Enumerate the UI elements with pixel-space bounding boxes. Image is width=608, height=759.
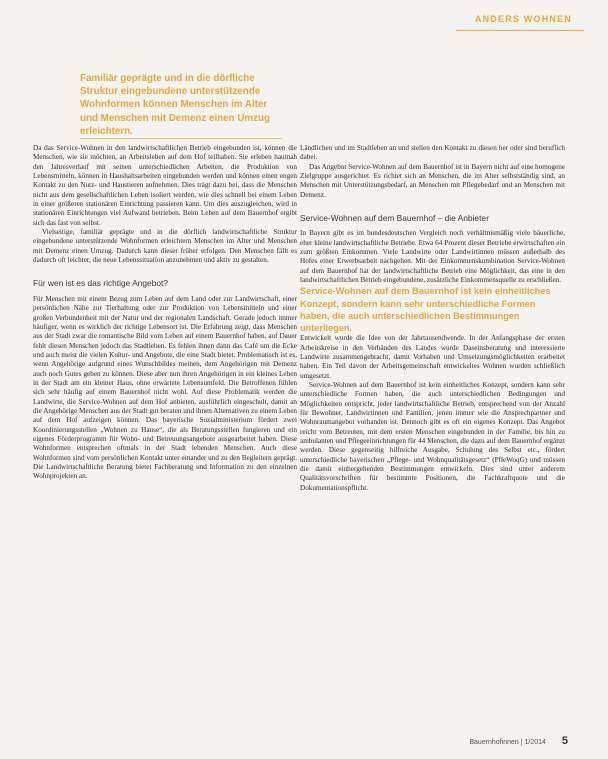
page-footer [469,735,568,747]
lead-divider [80,138,282,139]
page-number: 5 [561,735,568,747]
left-paragraph-2: Vielseitige, familiär geprägte und in die dörflich landwirtschaftliche Struktur eingebundene unterstützende Wohnformen erleichtern Menschen im Alter und Menschen mit Demenz einen Umzug. Dadurch kann dieser früher erfolgen. Den Menschen fällt es dadurch oft leichter, die neue Lebenssituation anzunehmen und aktiv zu gestalten. [33,228,297,265]
left-paragraph-1: Da das Service-Wohnen in den landwirtschaftlichen Betrieb eingebunden ist, können die Menschen, wie sie möchten, an Arbeitsleben auf dem Hof teilhaben. Sie erleben hautnah den Jahresverlauf mit seinen unterschiedlichen Arbeiten, die Produktion von Lebensmitteln, können in Haushaltsarbeiten eingebunden werden und können einen engen Kontakt zu den Nutz- und Haustieren aufnehmen. Dies trägt dazu bei, dass die Menschen nicht aus dem gesellschaftlichen Leben isoliert werden, wie dies schnell bei einem Leben in einer größeren stationären Einrichtung passieren kann. Um dies auszugleichen, wird in stationären Einrichtungen viel Aufwand betrieben. Beim Leben auf dem Bauernhof ergibt sich das fast von selbst. [33,144,297,227]
lead-paragraph: Familiär geprägte und in die dörfliche Struktur eingebundene unterstützende Wohnformen können Menschen im Alter und Menschen mit Demenz einen Umzug erleichtern. [80,73,270,137]
right-paragraph-1: Ländlichen und im Stadtleben an und stellen den Kontakt zu diesen her oder sind beruflich dabei. [300,144,565,162]
left-subheading: Für wen ist es das richtige Angebot? [33,278,169,289]
right-paragraph-4: Entwickelt wurde die Idee von der Jahrtausendwende. In der Anfangsphase der ersten Arbeitskreise in den Verbänden des Landes wurde Daseinsberatung und interessierte Landwirte zusammengebracht, damit Vorhaben und Umsetzungsmöglichkeiten erarbeitet haben. Ein Teil davon der Arbeitsgemeinschaft entwickeltes Wohnen wurden schließlich umgesetzt. [300,334,565,380]
right-paragraph-2: Das Angebot Service-Wohnen auf dem Bauernhof ist in Bayern nicht auf eine homogene Zielgruppe ausgerichtet. Es richtet sich an Menschen, die im Alter selbstständig sind, an Menschen mit Unterstützungsbedarf, an Menschen mit Pflegebedarf und an Menschen mit Demenz. [300,162,565,199]
footer-publication: Bauernhofinnen | 1/2014 [469,739,546,746]
left-paragraph-3: Für Menschen mit einem Bezug zum Leben auf dem Land oder zur Landwirtschaft, einer persönlichen Nähe zur Tierhaltung oder zur Produktion von Lebensmitteln und einer großen Verbundenheit mit der Natur und der regionalen Landschaft. Gerade jedoch immer häufiger, wenn es wirklich der richtige Lebensort ist. Die Erfahrung zeigt, dass Menschen aus der Stadt zwar die romantische Bild vom Leben auf einem Bauernhof haben, auf Dauer fehlt diesen Menschen jedoch das Stadtleben. Es fehlen ihnen dann das Café um die Ecke und auch meist die vielen Kultur- und Angebote, die eine Stadt bietet. Problematisch ist es, wenn Angehörige aufgrund eines Wunschbildes meinen, dem Angehörigen mit Demenz auch noch Gutes geben zu können. Diese aber nun ihren Angehörigen in ein kleines Leben in der Stadt am ein kleiner Haus, ohne erwartete Lebensumfeld. Die Betroffenen fühlen sich sehr häufig auf einem Bauernhof nicht wohl. Auf diese Problematik werden die Landwirte, die Service-Wohnen auf dem Hof anbieten, ausführlich eingeschult, damit an die Angehörige Menschen aus der Stadt gut beraten und ihnen Alternativen zu einem Leben auf dem Hof aufzeigen können. Das bayerische Sozialministerium fördert zwei Koordinierungsstellen „Wohnen zu Hause“, die als Beratungsstellen fungieren und ein eigenes Förderprogramm für Wohn- und Betreuungsangebote ausgearbeitet haben. Diese Wohnformen entsprechen oftmals in der Stadt lebenden Menschen. Auch diese Wohnformen sind vom persönlichen Kontakt unter einander und zu den Begleitern geprägt. Die Landwirtschaftliche Beratung bietet Fachberatung und Information zu den einzelnen Wohnprojekten an. [33,294,297,481]
pull-quote: Service-Wohnen auf dem Bauernhof ist kein einheitliches Konzept, sondern kann sehr unterschiedliche Formen haben, die auch unterschiedlichen Bestimmungen unterliegen. [300,286,551,334]
right-paragraph-3: In Bayern gibt es im bundesdeutschen Vergleich noch verhältnismäßig viele bäuerliche, eher kleine landwirtschaftliche Betriebe. Etwa 64 Prozent dieser Betriebe erwirtschaften ein zum größten Einkommen. Viele Landwirte oder Landwirtinnen müssen außerhalb des Hofes einer Erwerbsarbeit nachgehen. Mit der Einkommenskombination Service-Wohnen auf dem Bauernhof hat der landwirtschaftliche Betrieb eine Möglichkeit, das eine in den landwirtschaftlichen Betrieb eingebundene, zusätzliche Einkommensquelle zu erschließen. [300,229,565,285]
right-paragraph-5: Service-Wohnen auf dem Bauernhof ist kein einheitliches Konzept, sondern kann sehr unterschiedliche Formen haben, die auch unterschiedlichen Bedingungen und Möglichkeiten entspricht, jeder landwirtschaftliche Betrieb, entsprechend von der Anzahl für Bewohner, Landwirtinnen und Familien, jenen immer wie die Ansprechpartner und Wohnraumangebot vorhanden ist. Dennoch gibt es oft ein eigenes Konzept. Das Angebot reicht vom Betreuten, mit dem ersten Menschen eingebunden in der Familie, bis hin zu ambulanten und Pflegeeinrichtungen für 44 Menschen, die dazu auf dem Bauernhof ergänzt werden. Diese gegenseitig hilfreiche Ausgabe, Schulung des Selbst etc., fördert unterschiedliche bayerischen „Pflege- und Wohnqualitätsgesetz“ (PfleWoqG) und müssen die damit einhergehenden Bestimmungen entwickeln. Dies sind unter anderem Qualitätsvorschriften für bestimmte Positionen, die Fachkraftquote und die Dokumentationspflicht. [300,381,565,492]
left-column [33,144,297,482]
right-subheading: Service-Wohnen auf dem Bauernhof – die Anbieter [300,213,489,224]
section-label: ANDERS WOHNEN [474,14,572,24]
section-rule [456,30,584,31]
right-column [300,144,565,493]
